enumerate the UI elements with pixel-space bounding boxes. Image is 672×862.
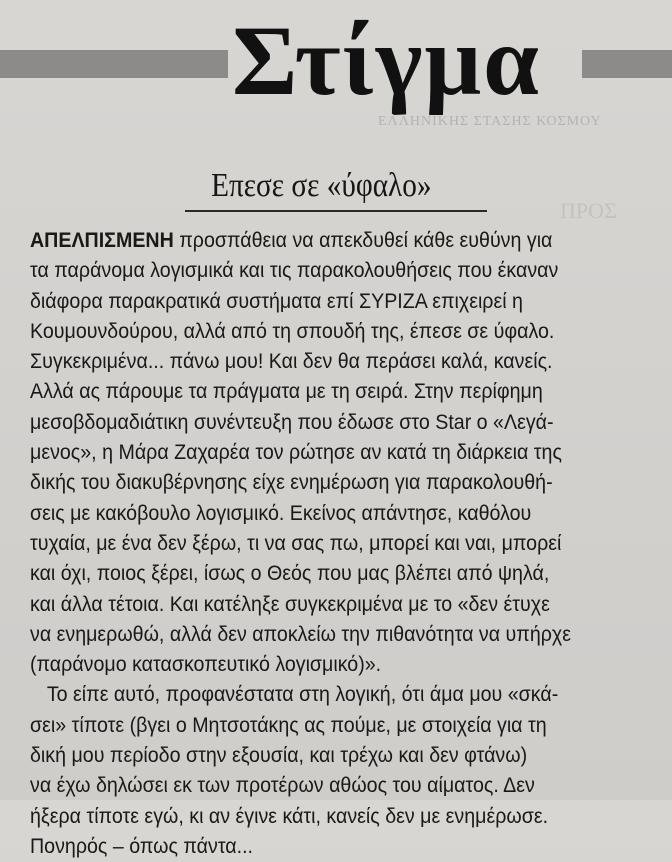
article-line: τα παράνομα λογισμικά και τις παρακολουθήσεις που έκαναν [30, 259, 559, 283]
bleed-through-text: ΕΛΛΗΝΙΚΗΣ ΣΤΑΣΗΣ ΚΟΣΜΟΥ [378, 114, 602, 129]
lead-word: ΑΠΕΛΠΙΣΜΕΝΗ [30, 229, 174, 252]
article-line: ΑΠΕΛΠΙΣΜΕΝΗ προσπάθεια να απεκδυθεί κάθε ευθύνη για [30, 229, 553, 252]
masthead-bar-right [582, 50, 672, 78]
article-line: μενος», η Μάρα Ζαχαρέα τον ρώτησε αν κατά τη διάρκεια της [30, 441, 562, 465]
article-line: δική μου περίοδο στην εξουσία, και τρέχω και δεν φτάνω) [30, 744, 528, 768]
article-line: τυχαία, με ένα δεν ξέρω, τι να σας πω, μπορεί και ναι, μπορεί [30, 531, 562, 555]
article-line: Το είπε αυτό, προφανέστατα στη λογική, ότι άμα μου «σκά- [46, 683, 559, 707]
article-line: διάφορα παρακρατικά συστήματα επί ΣΥΡΙΖΑ επιχειρεί η [30, 289, 523, 313]
article-line: Κουμουνδούρου, αλλά από τη σπουδή της, έπεσε σε ύφαλο. [30, 319, 555, 343]
article-line: σεις με κακόβουλο λογισμικό. Εκείνος απάντησε, καθόλου [30, 501, 532, 525]
article-line: σει» τίποτε (βγει ο Μητσοτάκης ας πούμε, με στοιχεία για τη [30, 713, 547, 737]
article-line: (παράνομο κατασκοπευτικό λογισμικό)». [30, 653, 382, 677]
article-line: μεσοβδομαδιάτικη συνέντευξη που έδωσε στο Star ο «Λεγά- [30, 410, 554, 434]
masthead-bar-left [0, 50, 228, 78]
article-line: και όχι, ποιος ξέρει, ίσως ο Θεός που μας βλέπει από ψηλά, [30, 562, 550, 586]
bleed-through-text-side: ΠΡΟΣ [560, 198, 617, 223]
article-line: Αλλά ας πάρουμε τα πράγματα με τη σειρά. Στην περίφημη [30, 380, 543, 404]
article-line: να έχω δηλώσει εκ των προτέρων αθώος του αίματος. Δεν [30, 774, 535, 798]
article-line: Πονηρός – όπως πάντα... [30, 834, 254, 858]
article-headline: Επεσε σε «ύφαλο» [211, 167, 432, 204]
article-line: και άλλα τέτοια. Και κατέληξε συγκεκριμένα με το «δεν έτυχε [30, 592, 550, 616]
article-line: ήξερα τίποτε εγώ, κι αν έγινε κάτι, κανείς δεν με ενημέρωσε. [30, 804, 549, 828]
article-line: Συγκεκριμένα... πάνω μου! Και δεν θα περάσει καλά, κανείς. [30, 350, 553, 374]
column-title: Στίγμα [232, 5, 541, 116]
article-line: δικής του διακυβέρνησης είχε ενημέρωση για παρακολουθή- [30, 471, 553, 495]
article-line: να ενημερωθώ, αλλά δεν αποκλείω την πιθανότητα να υπήρχε [30, 622, 571, 646]
article-body [30, 226, 670, 862]
headline-rule [185, 210, 487, 212]
